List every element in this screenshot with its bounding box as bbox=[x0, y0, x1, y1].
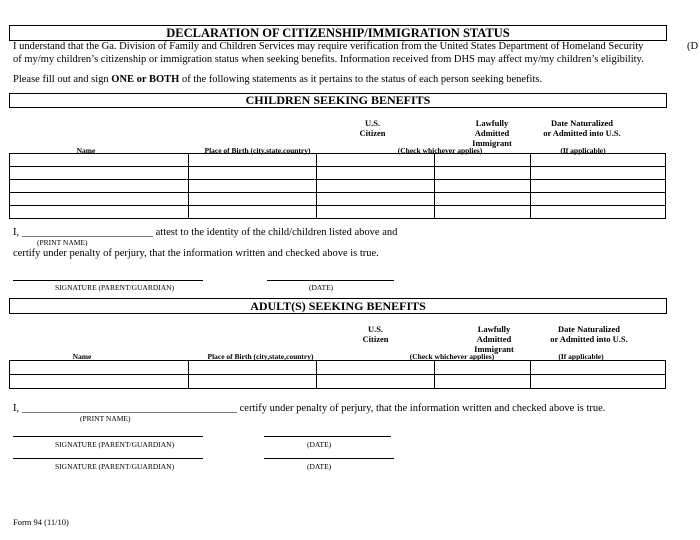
child-name-cell[interactable] bbox=[10, 206, 189, 219]
children-attest-suffix: attest to the identity of the child/children listed above and bbox=[153, 227, 398, 238]
table-row bbox=[10, 180, 666, 193]
adult-name-cell[interactable] bbox=[10, 375, 189, 389]
child-pob-cell[interactable] bbox=[189, 193, 317, 206]
table-row bbox=[10, 206, 666, 219]
child-pob-cell[interactable] bbox=[189, 206, 317, 219]
table-row bbox=[10, 154, 666, 167]
children-print-name-field[interactable]: _________________________ bbox=[21, 227, 153, 238]
adults-signature-line-2[interactable] bbox=[13, 458, 203, 459]
children-col-date-1: Date Naturalized bbox=[550, 118, 614, 128]
children-date-line[interactable] bbox=[267, 280, 394, 281]
adults-date-label-1: (DATE) bbox=[307, 440, 332, 449]
child-name-cell[interactable] bbox=[10, 180, 189, 193]
adults-col-date-naturalized bbox=[544, 324, 634, 344]
child-date-cell[interactable] bbox=[531, 180, 666, 193]
table-row bbox=[10, 193, 666, 206]
adults-col-us-1: U.S. bbox=[367, 324, 384, 334]
child-us-citizen-cell[interactable] bbox=[317, 193, 435, 206]
children-heading-text: CHILDREN SEEKING BENEFITS bbox=[245, 93, 431, 107]
adults-col-lawful-1: Lawfully bbox=[477, 324, 511, 334]
children-col-date-2: or Admitted into U.S. bbox=[543, 128, 621, 138]
children-sub-pob: Place of Birth (city,state,country) bbox=[204, 146, 311, 155]
children-col-us-2: Citizen bbox=[359, 128, 386, 138]
child-us-citizen-cell[interactable] bbox=[317, 167, 435, 180]
child-us-citizen-cell[interactable] bbox=[317, 206, 435, 219]
child-date-cell[interactable] bbox=[531, 154, 666, 167]
child-name-cell[interactable] bbox=[10, 193, 189, 206]
children-col-lawful-2: Admitted bbox=[474, 128, 510, 138]
adults-signature-line-1[interactable] bbox=[13, 436, 203, 437]
children-certify-text: certify under penalty of perjury, that the information written and checked above is true. bbox=[13, 248, 379, 259]
instruction-suffix: of the following statements as it pertains to the status of each person seeking benefits. bbox=[179, 74, 543, 85]
child-name-cell[interactable] bbox=[10, 167, 189, 180]
adults-col-lawfully-admitted bbox=[464, 324, 524, 354]
adults-sub-applicable: (If applicable) bbox=[558, 352, 604, 361]
adult-name-cell[interactable] bbox=[10, 361, 189, 375]
children-col-us-1: U.S. bbox=[364, 118, 381, 128]
children-col-date-naturalized bbox=[537, 118, 627, 138]
child-us-citizen-cell[interactable] bbox=[317, 154, 435, 167]
adults-col-date-1: Date Naturalized bbox=[557, 324, 621, 334]
children-sub-applicable: (If applicable) bbox=[560, 146, 606, 155]
table-row bbox=[10, 375, 666, 389]
adult-lawful-cell[interactable] bbox=[435, 375, 531, 389]
form-number: Form 94 (11/10) bbox=[13, 517, 69, 527]
adults-col-lawful-2: Admitted bbox=[476, 334, 512, 344]
child-date-cell[interactable] bbox=[531, 167, 666, 180]
children-col-us-citizen bbox=[350, 118, 395, 138]
intro-cutoff: (D bbox=[687, 41, 699, 52]
table-row bbox=[10, 361, 666, 375]
adult-lawful-cell[interactable] bbox=[435, 361, 531, 375]
children-signature-label: SIGNATURE (PARENT/GUARDIAN) bbox=[55, 283, 175, 292]
child-pob-cell[interactable] bbox=[189, 154, 317, 167]
adults-sub-name: Name bbox=[72, 352, 92, 361]
adults-attest-suffix: certify under penalty of perjury, that the information written and checked above is true. bbox=[237, 403, 606, 414]
adults-sub-check: (Check whichever applies) bbox=[409, 352, 495, 361]
adults-col-date-2: or Admitted into U.S. bbox=[550, 334, 628, 344]
form-title bbox=[9, 25, 667, 41]
adult-us-citizen-cell[interactable] bbox=[317, 375, 435, 389]
child-lawful-cell[interactable] bbox=[435, 180, 531, 193]
intro-line-2: of my/my children’s citizenship or immigration status when seeking benefits. Information received from DHS may affect my/my children’s eligibility. bbox=[13, 54, 644, 65]
adults-date-line-2[interactable] bbox=[264, 458, 394, 459]
children-col-lawful-3: Immigrant bbox=[472, 138, 512, 148]
adult-us-citizen-cell[interactable] bbox=[317, 361, 435, 375]
children-sub-check: (Check whichever applies) bbox=[397, 146, 483, 155]
adults-section-heading bbox=[9, 298, 667, 314]
child-lawful-cell[interactable] bbox=[435, 206, 531, 219]
adults-date-line-1[interactable] bbox=[264, 436, 391, 437]
adults-sub-pob: Place of Birth (city,state,country) bbox=[207, 352, 314, 361]
adults-col-lawful-3: Immigrant bbox=[474, 344, 514, 354]
adults-col-us-citizen bbox=[353, 324, 398, 344]
children-attest-prefix: I, bbox=[13, 227, 22, 238]
adult-pob-cell[interactable] bbox=[189, 375, 317, 389]
intro-line-1: I understand that the Ga. Division of Family and Children Services may require verification from the United States Department of Homeland Security bbox=[13, 41, 644, 52]
adults-heading-text: ADULT(S) SEEKING BENEFITS bbox=[250, 299, 426, 313]
child-lawful-cell[interactable] bbox=[435, 193, 531, 206]
child-date-cell[interactable] bbox=[531, 206, 666, 219]
child-pob-cell[interactable] bbox=[189, 167, 317, 180]
instruction-emphasis: ONE or BOTH bbox=[111, 74, 180, 85]
instruction-text bbox=[13, 73, 542, 86]
children-section-heading bbox=[9, 93, 667, 108]
child-name-cell[interactable] bbox=[10, 154, 189, 167]
adults-print-name-field[interactable]: _________________________________________ bbox=[21, 403, 237, 414]
child-lawful-cell[interactable] bbox=[435, 154, 531, 167]
adult-date-cell[interactable] bbox=[531, 361, 666, 375]
adults-signature-label-1: SIGNATURE (PARENT/GUARDIAN) bbox=[55, 440, 175, 449]
children-col-lawful-1: Lawfully bbox=[475, 118, 509, 128]
instruction-prefix: Please fill out and sign bbox=[13, 74, 112, 85]
adult-pob-cell[interactable] bbox=[189, 361, 317, 375]
form-title-text: DECLARATION OF CITIZENSHIP/IMMIGRATION STATUS bbox=[166, 26, 510, 40]
child-pob-cell[interactable] bbox=[189, 180, 317, 193]
adults-signature-label-2: SIGNATURE (PARENT/GUARDIAN) bbox=[55, 462, 175, 471]
adults-table bbox=[9, 360, 666, 389]
children-signature-line[interactable] bbox=[13, 280, 203, 281]
children-print-name-label: (PRINT NAME) bbox=[37, 238, 88, 247]
adults-date-label-2: (DATE) bbox=[307, 462, 332, 471]
adults-print-name-label: (PRINT NAME) bbox=[80, 414, 131, 423]
adults-attest-prefix: I, bbox=[13, 403, 22, 414]
child-us-citizen-cell[interactable] bbox=[317, 180, 435, 193]
child-lawful-cell[interactable] bbox=[435, 167, 531, 180]
children-table bbox=[9, 153, 666, 219]
table-row bbox=[10, 167, 666, 180]
children-col-lawfully-admitted bbox=[462, 118, 522, 148]
children-sub-name: Name bbox=[76, 146, 96, 155]
adults-col-us-2: Citizen bbox=[362, 334, 389, 344]
child-date-cell[interactable] bbox=[531, 193, 666, 206]
adult-date-cell[interactable] bbox=[531, 375, 666, 389]
children-date-label: (DATE) bbox=[309, 283, 334, 292]
